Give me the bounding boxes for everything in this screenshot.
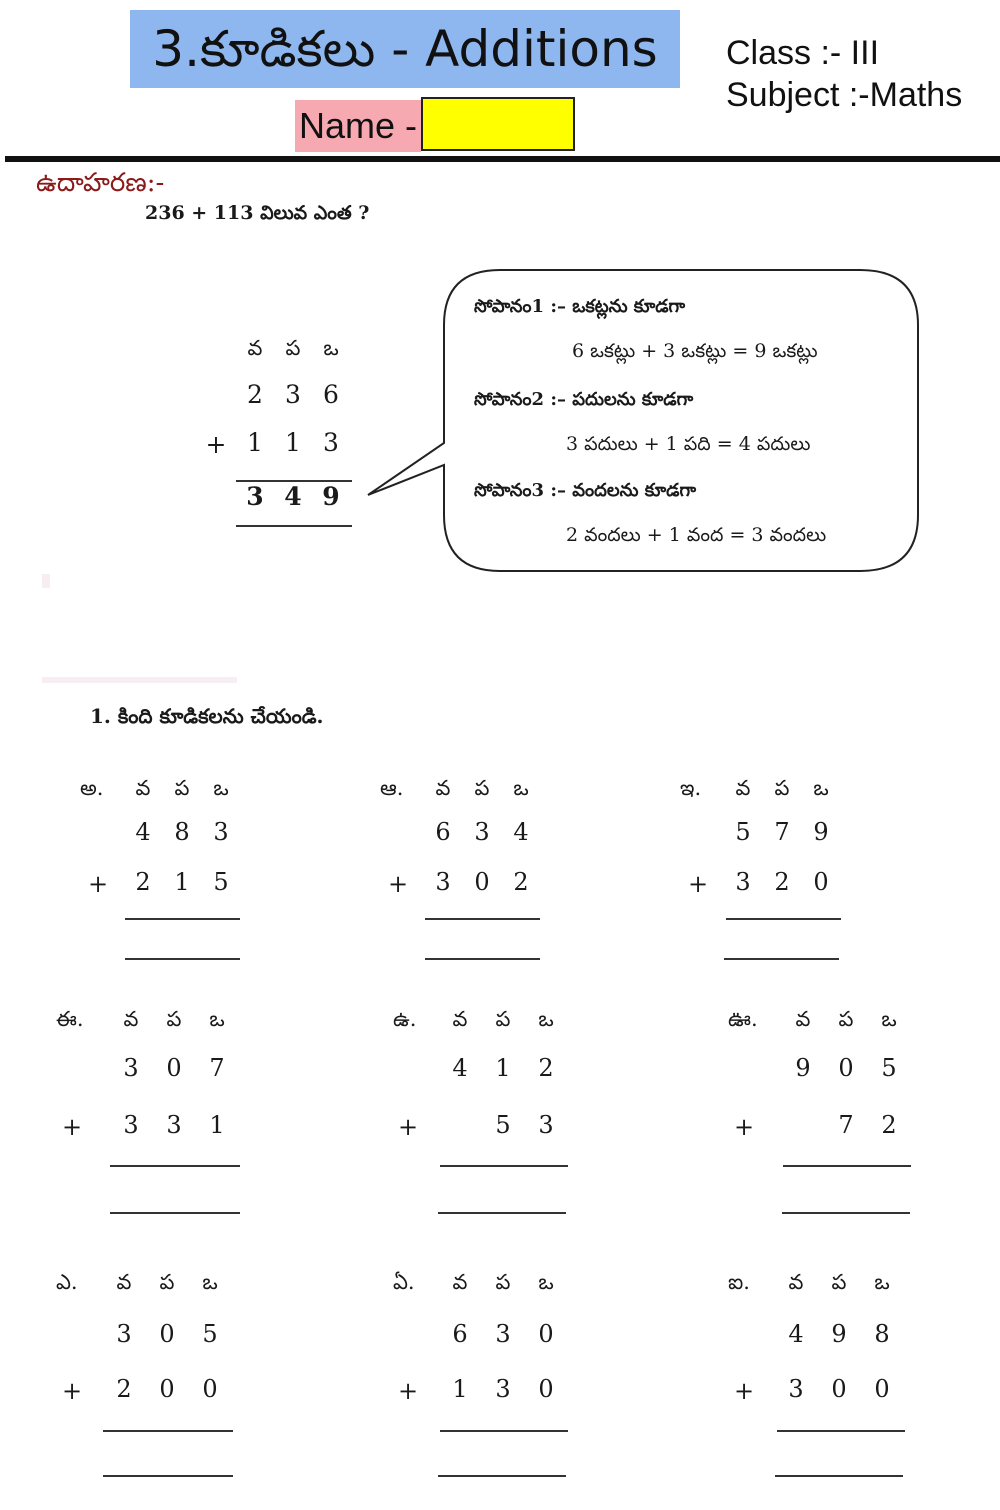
bottom-digit: 3 [788, 1375, 804, 1403]
sum-line [103, 1430, 233, 1432]
place-header: ప [285, 336, 301, 360]
bottom-digit: 2 [774, 868, 790, 896]
problem-label: ఆ. [380, 776, 404, 800]
sum-line [425, 918, 540, 920]
answer-line[interactable] [438, 1475, 566, 1477]
place-header: ఒ [213, 776, 229, 800]
top-digit: 8 [874, 1320, 890, 1348]
answer-line[interactable] [775, 1475, 903, 1477]
place-header: వ [116, 1270, 132, 1294]
sum-line [110, 1165, 240, 1167]
sum-line [440, 1165, 568, 1167]
answer-line[interactable] [782, 1212, 910, 1214]
bottom-digit: 1 [209, 1111, 225, 1139]
bottom-digit: 3 [435, 868, 451, 896]
bottom-digit: 2 [116, 1375, 132, 1403]
bottom-digit: 7 [838, 1111, 854, 1139]
answer-line[interactable] [724, 958, 839, 960]
sum-line [777, 1430, 905, 1432]
bottom-digit: 0 [831, 1375, 847, 1403]
top-digit: 3 [474, 818, 490, 846]
class-subject-info [726, 32, 962, 116]
bottom-digit: 3 [538, 1111, 554, 1139]
place-header: వ [247, 336, 263, 360]
bottom-digit: 3 [123, 1111, 139, 1139]
exercise-instruction: 1. కింది కూడికలను చేయండి. [90, 704, 324, 728]
example-second-digit: 1 [285, 428, 301, 457]
problem-label: ఈ. [56, 1007, 84, 1031]
plus-operator: + [61, 1113, 83, 1141]
name-label: Name - [295, 100, 421, 152]
place-header: ఒ [813, 776, 829, 800]
scan-mark [42, 574, 50, 588]
top-digit: 0 [166, 1054, 182, 1082]
place-header: ప [174, 776, 190, 800]
plus-operator: + [687, 870, 709, 898]
top-digit: 0 [538, 1320, 554, 1348]
bottom-digit: 2 [881, 1111, 897, 1139]
worksheet-title: 3.కూడికలు - Additions [130, 10, 680, 88]
step-3-detail: 2 వందలు + 1 వంద = 3 వందలు [566, 524, 827, 546]
bottom-digit: 1 [452, 1375, 468, 1403]
place-header: వ [788, 1270, 804, 1294]
place-header: ప [495, 1007, 511, 1031]
example-heading: ఉదాహరణ:- [36, 168, 165, 198]
plus-operator: + [61, 1377, 83, 1405]
top-digit: 4 [452, 1054, 468, 1082]
top-digit: 9 [813, 818, 829, 846]
example-second-digit: 1 [247, 428, 263, 457]
subject-label: Subject :-Maths [726, 76, 963, 114]
top-digit: 8 [174, 818, 190, 846]
place-header: వ [452, 1007, 468, 1031]
step-1-title: సోపానం1 :– ఒకట్లను కూడగా [474, 296, 686, 317]
bottom-digit: 0 [202, 1375, 218, 1403]
top-digit: 4 [135, 818, 151, 846]
top-digit: 4 [513, 818, 529, 846]
top-digit: 0 [159, 1320, 175, 1348]
top-digit: 3 [213, 818, 229, 846]
place-header: ప [495, 1270, 511, 1294]
plus-operator: + [397, 1113, 419, 1141]
bottom-digit: 0 [874, 1375, 890, 1403]
bottom-digit: 0 [813, 868, 829, 896]
top-digit: 7 [209, 1054, 225, 1082]
problem-label: అ. [80, 776, 104, 800]
top-digit: 3 [123, 1054, 139, 1082]
place-header: వ [435, 776, 451, 800]
top-digit: 5 [881, 1054, 897, 1082]
bottom-digit: 3 [495, 1375, 511, 1403]
place-header: ఒ [538, 1007, 554, 1031]
top-digit: 9 [795, 1054, 811, 1082]
sum-line [783, 1165, 911, 1167]
place-header: వ [452, 1270, 468, 1294]
plus-operator: + [387, 870, 409, 898]
step-3-title: సోపానం3 :– వందలను కూడగా [474, 480, 697, 501]
header-divider [5, 156, 1000, 162]
example-second-digit: 3 [323, 428, 339, 457]
sum-line [440, 1430, 568, 1432]
bottom-digit: 3 [166, 1111, 182, 1139]
top-digit: 4 [788, 1320, 804, 1348]
plus-operator: + [733, 1113, 755, 1141]
place-header: వ [123, 1007, 139, 1031]
top-digit: 9 [831, 1320, 847, 1348]
plus-operator: + [87, 870, 109, 898]
place-header: ఒ [538, 1270, 554, 1294]
bottom-digit: 2 [513, 868, 529, 896]
bottom-digit: 5 [495, 1111, 511, 1139]
problem-label: ఐ. [728, 1270, 750, 1294]
bottom-digit: 1 [174, 868, 190, 896]
place-header: వ [795, 1007, 811, 1031]
place-header: ప [838, 1007, 854, 1031]
answer-line[interactable] [103, 1475, 233, 1477]
problem-label: ఇ. [680, 776, 702, 800]
top-digit: 5 [202, 1320, 218, 1348]
place-header: ఒ [881, 1007, 897, 1031]
answer-line[interactable] [425, 958, 540, 960]
place-header: ఒ [513, 776, 529, 800]
top-digit: 0 [838, 1054, 854, 1082]
place-header: ప [166, 1007, 182, 1031]
problem-label: ఊ. [728, 1007, 758, 1031]
name-input[interactable] [421, 97, 575, 151]
bottom-digit: 5 [213, 868, 229, 896]
step-2-title: సోపానం2 :– పదులను కూడగా [474, 389, 694, 410]
plus-operator: + [733, 1377, 755, 1405]
place-header: ఒ [874, 1270, 890, 1294]
place-header: ప [474, 776, 490, 800]
bottom-digit: 0 [538, 1375, 554, 1403]
example-first-digit: 3 [285, 380, 301, 409]
top-digit: 7 [774, 818, 790, 846]
place-header: ఒ [209, 1007, 225, 1031]
step-2-detail: 3 పదులు + 1 పది = 4 పదులు [566, 433, 811, 455]
example-question: 236 + 113 విలువ ఎంత ? [145, 202, 370, 224]
top-digit: 6 [452, 1320, 468, 1348]
example-first-digit: 2 [247, 380, 263, 409]
example-result-digit: 9 [322, 482, 340, 511]
sum-line [236, 525, 352, 527]
place-header: ఒ [323, 336, 339, 360]
place-header: ఒ [202, 1270, 218, 1294]
top-digit: 2 [538, 1054, 554, 1082]
place-header: ప [831, 1270, 847, 1294]
example-result-digit: 4 [284, 482, 302, 511]
class-label: Class :- III [726, 34, 880, 72]
top-digit: 5 [735, 818, 751, 846]
bottom-digit: 0 [159, 1375, 175, 1403]
scan-mark [42, 677, 237, 683]
bottom-digit: 0 [474, 868, 490, 896]
top-digit: 1 [495, 1054, 511, 1082]
top-digit: 3 [116, 1320, 132, 1348]
answer-line[interactable] [110, 1212, 240, 1214]
plus-operator: + [205, 430, 227, 459]
answer-line[interactable] [438, 1212, 566, 1214]
step-1-detail: 6 ఒకట్లు + 3 ఒకట్లు = 9 ఒకట్లు [572, 340, 818, 362]
bottom-digit: 3 [735, 868, 751, 896]
example-result-digit: 3 [246, 482, 264, 511]
sum-line [125, 918, 240, 920]
sum-line [726, 918, 841, 920]
top-digit: 3 [495, 1320, 511, 1348]
place-header: ప [159, 1270, 175, 1294]
problem-label: ఏ. [393, 1270, 415, 1294]
bottom-digit: 2 [135, 868, 151, 896]
top-digit: 6 [435, 818, 451, 846]
place-header: ప [774, 776, 790, 800]
answer-line[interactable] [125, 958, 240, 960]
problem-label: ఎ. [56, 1270, 78, 1294]
place-header: వ [135, 776, 151, 800]
example-first-digit: 6 [323, 380, 339, 409]
place-header: వ [735, 776, 751, 800]
plus-operator: + [397, 1377, 419, 1405]
problem-label: ఉ. [393, 1007, 417, 1031]
